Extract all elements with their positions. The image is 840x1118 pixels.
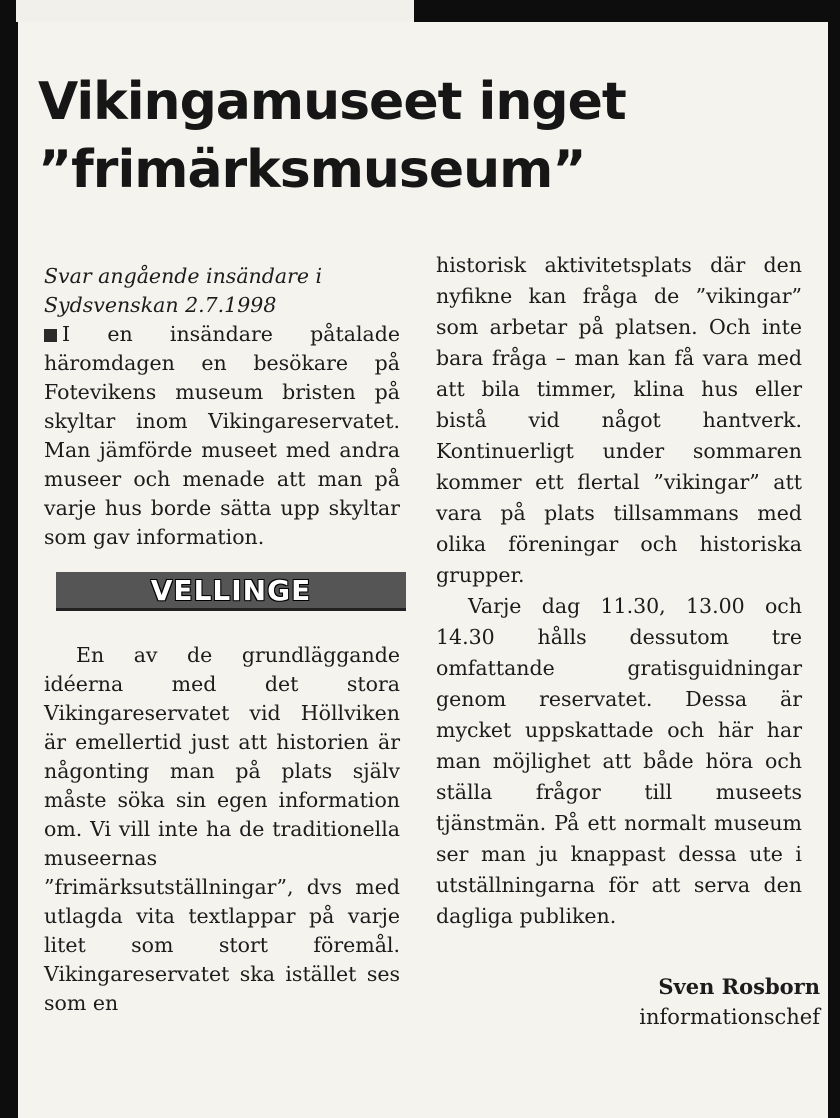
- newspaper-clipping: [18, 22, 828, 1118]
- section-heading-bar: [56, 572, 406, 611]
- headline-line-1: Vikingamuseet inget: [38, 72, 626, 132]
- paper-strip: [16, 0, 414, 22]
- right-column: [436, 250, 802, 932]
- signature: [639, 972, 820, 1032]
- left-column: [44, 262, 400, 1018]
- headline: [38, 68, 798, 204]
- headline-line-2: ”frimärksmuseum”: [38, 140, 586, 200]
- paragraph: [44, 320, 400, 552]
- intro-text: Svar angående insändare i Sydsvenskan 2.7.1998: [44, 264, 323, 317]
- paragraph: historisk aktivitetsplats där den nyfikne kan fråga de ”vikingar” som arbetar på platsen. Och inte bara fråga – man kan få vara med att bila timmer, klina hus eller bistå vid något hantverk. Kontinuerligt under sommaren kommer ett flertal ”vikingar” att vara på plats tillsammans med olika föreningar och historiska grupper.: [436, 253, 802, 587]
- section-heading: VELLINGE: [150, 573, 312, 607]
- paragraph-text: I en insändare påtalade häromdagen en besökare på Fotevikens museum bristen på skyltar inom Vikingareservatet. Man jämförde museet med andra museer och menade att man på varje hus borde sätta upp skyltar som gav information.: [44, 322, 400, 549]
- paragraph: En av de grundläggande idéerna med det stora Vikingareservatet vid Höllviken är emellertid just att historien är någonting man på plats själv måste söka sin egen information om. Vi vill inte ha de traditionella museernas ”frimärksutställningar”, dvs med utlagda vita textlappar på varje litet som stort föremål. Vikingareservatet ska istället ses som en: [44, 643, 400, 1015]
- bullet-square-icon: [44, 329, 57, 342]
- author-title: informationschef: [639, 1005, 820, 1029]
- paragraph: Varje dag 11.30, 13.00 och 14.30 hålls dessutom tre omfattande gratisguidningar genom reservatet. Dessa är mycket uppskattade och här har man möjlighet att både höra och ställa frågor till museets tjänstmän. På ett normalt museum ser man ju knappast dessa ute i utställningarna för att serva den dagliga publiken.: [436, 594, 802, 928]
- author-name: Sven Rosborn: [658, 974, 820, 999]
